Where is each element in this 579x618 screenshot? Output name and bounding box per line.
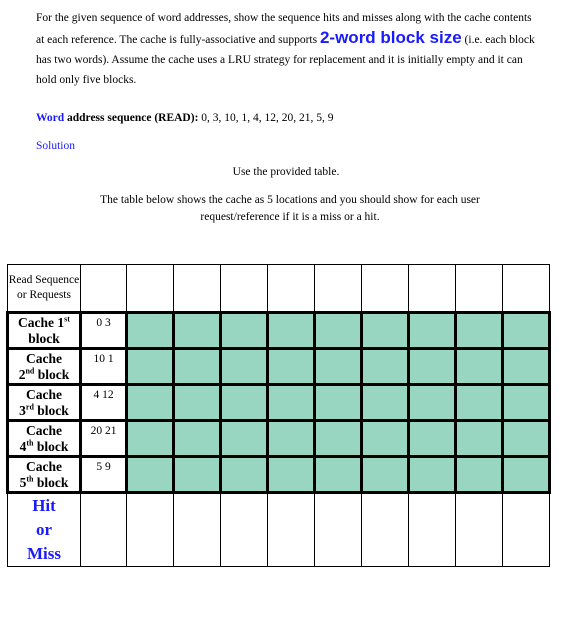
cache-table	[6, 264, 551, 567]
cache-cell[interactable]	[362, 349, 409, 385]
cache-cell[interactable]	[127, 421, 174, 457]
cache-cell-first[interactable]: 20 21	[81, 421, 127, 457]
cache-cell[interactable]	[127, 313, 174, 349]
cache-cell[interactable]	[409, 457, 456, 493]
cache-cell[interactable]	[456, 349, 503, 385]
hit-text: Hit	[32, 496, 56, 515]
cache-cell[interactable]	[221, 457, 268, 493]
cache-cell-first[interactable]: 5 9	[81, 457, 127, 493]
request-cell[interactable]	[315, 265, 362, 313]
header-row	[8, 265, 550, 313]
request-cell[interactable]	[409, 265, 456, 313]
cache-cell[interactable]	[174, 349, 221, 385]
hit-miss-label	[8, 493, 81, 567]
cache-cell[interactable]	[268, 313, 315, 349]
cache-cell[interactable]	[503, 385, 550, 421]
cache-row-1	[8, 313, 550, 349]
sequence-values: 0, 3, 10, 1, 4, 12, 20, 21, 5, 9	[198, 112, 334, 124]
cache-cell[interactable]	[362, 385, 409, 421]
cache-cell[interactable]	[409, 349, 456, 385]
cache-row-5	[8, 457, 550, 493]
cache-cell-first[interactable]: 0 3	[81, 313, 127, 349]
request-cell[interactable]	[127, 265, 174, 313]
cache-cell[interactable]	[221, 385, 268, 421]
request-cell[interactable]	[456, 265, 503, 313]
problem-statement	[36, 8, 536, 90]
cache-cell[interactable]	[268, 457, 315, 493]
problem-text-2: (i.e. each block has two words). Assume the cache uses a LRU strategy for replacement and it is initially empty and it can hold only five blocks.	[36, 34, 535, 86]
cache-cell[interactable]	[315, 385, 362, 421]
hit-miss-cell[interactable]	[503, 493, 550, 567]
cache-cell-first[interactable]: 10 1	[81, 349, 127, 385]
hit-miss-cell[interactable]	[221, 493, 268, 567]
sequence-label: address sequence (READ):	[64, 112, 199, 124]
request-cell[interactable]	[174, 265, 221, 313]
problem-text-1: For the given sequence of word addresses, show the sequence hits and misses along with the cache contents at each reference. The cache is fully-associative and supports	[36, 12, 532, 46]
cache-cell[interactable]	[268, 349, 315, 385]
cache-cell[interactable]	[409, 313, 456, 349]
cache-cell[interactable]	[456, 313, 503, 349]
row-label-block-3: Cache 3rd block	[8, 385, 81, 421]
header-label: Read Sequence or Requests	[8, 265, 81, 313]
cache-cell[interactable]	[174, 457, 221, 493]
request-cell[interactable]	[503, 265, 550, 313]
request-cell[interactable]	[362, 265, 409, 313]
cache-row-4	[8, 421, 550, 457]
cache-cell[interactable]	[315, 457, 362, 493]
row-label-block-2: Cache 2nd block	[8, 349, 81, 385]
cache-cell[interactable]	[362, 421, 409, 457]
cache-cell[interactable]	[456, 457, 503, 493]
cache-cell[interactable]	[174, 385, 221, 421]
cache-cell[interactable]	[503, 313, 550, 349]
cache-cell-first[interactable]: 4 12	[81, 385, 127, 421]
instruction-detail: The table below shows the cache as 5 locations and you should show for each user request/reference if it is a miss or a hit.	[100, 194, 480, 223]
hit-miss-row	[8, 493, 550, 567]
block-size-emphasis: 2-word block size	[319, 28, 462, 47]
instruction-table: Use the provided table.	[232, 166, 340, 178]
row-label-block-5: Cache 5th block	[8, 457, 81, 493]
cache-cell[interactable]	[221, 349, 268, 385]
cache-cell[interactable]	[221, 313, 268, 349]
miss-text: Miss	[27, 544, 61, 563]
hit-miss-cell[interactable]	[81, 493, 127, 567]
hit-miss-cell[interactable]	[362, 493, 409, 567]
cache-cell[interactable]	[409, 385, 456, 421]
cache-row-2	[8, 349, 550, 385]
cache-cell[interactable]	[268, 421, 315, 457]
hit-miss-cell[interactable]	[409, 493, 456, 567]
hit-miss-cell[interactable]	[315, 493, 362, 567]
request-cell[interactable]	[268, 265, 315, 313]
cache-cell[interactable]	[315, 313, 362, 349]
or-text: or	[35, 520, 53, 539]
hit-miss-cell[interactable]	[268, 493, 315, 567]
cache-cell[interactable]	[315, 349, 362, 385]
cache-cell[interactable]	[174, 421, 221, 457]
cache-cell[interactable]	[409, 421, 456, 457]
cache-cell[interactable]	[503, 421, 550, 457]
cache-cell[interactable]	[503, 457, 550, 493]
hit-miss-cell[interactable]	[456, 493, 503, 567]
cache-cell[interactable]	[127, 457, 174, 493]
cache-row-3	[8, 385, 550, 421]
cache-cell[interactable]	[268, 385, 315, 421]
cache-cell[interactable]	[362, 313, 409, 349]
cache-cell[interactable]	[315, 421, 362, 457]
cache-cell[interactable]	[221, 421, 268, 457]
cache-cell[interactable]	[456, 385, 503, 421]
cache-cell[interactable]	[127, 349, 174, 385]
address-sequence	[36, 108, 536, 128]
row-label-block-1: Cache 1st block	[8, 313, 81, 349]
cache-cell[interactable]	[503, 349, 550, 385]
hit-miss-cell[interactable]	[174, 493, 221, 567]
hit-miss-cell[interactable]	[127, 493, 174, 567]
request-cell[interactable]	[81, 265, 127, 313]
sequence-label-word: Word	[36, 112, 65, 124]
row-label-block-4: Cache 4th block	[8, 421, 81, 457]
cache-cell[interactable]	[362, 457, 409, 493]
request-cell[interactable]	[221, 265, 268, 313]
cache-cell[interactable]	[127, 385, 174, 421]
solution-label: Solution	[36, 140, 75, 152]
cache-cell[interactable]	[174, 313, 221, 349]
cache-cell[interactable]	[456, 421, 503, 457]
